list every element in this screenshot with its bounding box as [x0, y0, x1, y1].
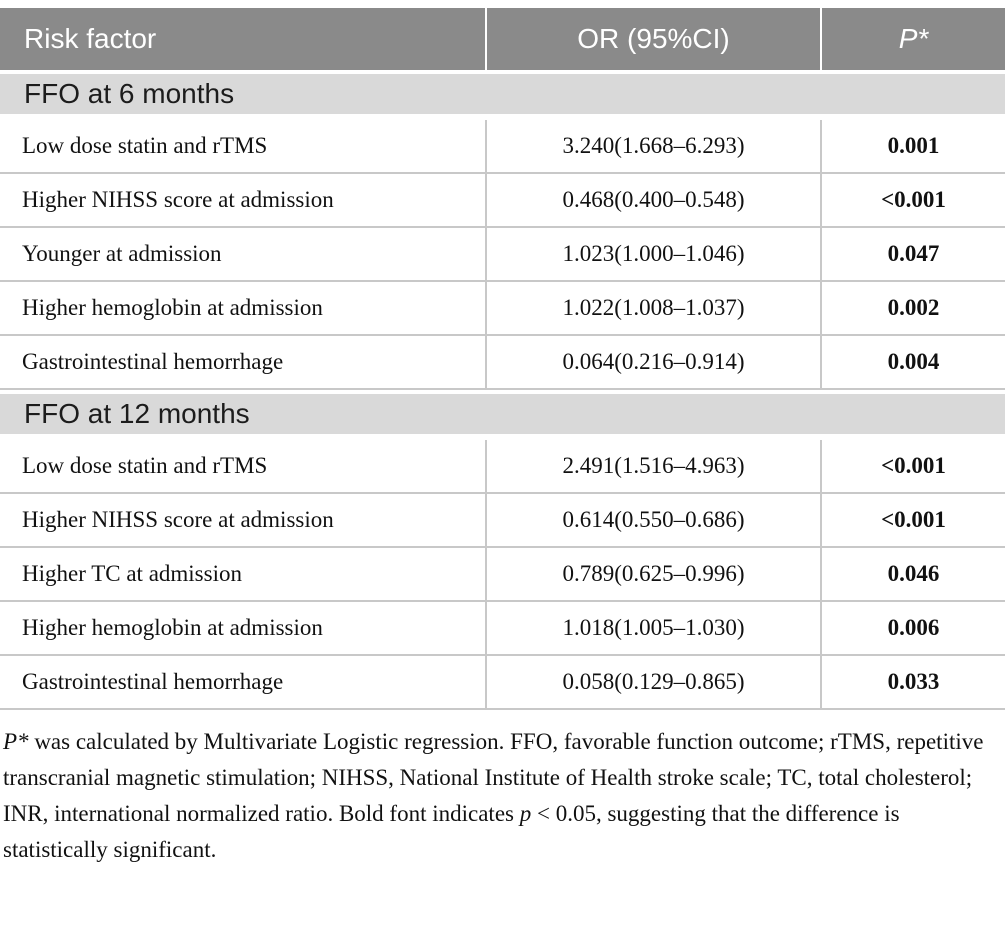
table-row: [0, 494, 1005, 548]
risk-factor-cell: Younger at admission: [0, 228, 485, 282]
or-ci-cell: 2.491(1.516–4.963): [485, 440, 820, 494]
table-footnote: [3, 724, 1002, 868]
table-row: [0, 120, 1005, 174]
p-value-cell: <0.001: [820, 174, 1005, 228]
table-row: [0, 602, 1005, 656]
p-value-cell: 0.033: [820, 656, 1005, 710]
table-row: [0, 440, 1005, 494]
or-ci-cell: 0.468(0.400–0.548): [485, 174, 820, 228]
footnote-body: was calculated by Multivariate Logistic regression. FFO, favorable function outcome; rTMS, repetitive transcranial magnetic stimulation; NIHSS, National Institute of Health stroke scale; TC, total cholesterol; INR, international normalized ratio. Bold font indicates: [3, 729, 984, 826]
risk-factor-table: [0, 8, 1005, 710]
or-ci-cell: 0.058(0.129–0.865): [485, 656, 820, 710]
or-ci-cell: 0.064(0.216–0.914): [485, 336, 820, 390]
footnote-p-star: P*: [3, 729, 29, 754]
risk-factor-cell: Higher NIHSS score at admission: [0, 494, 485, 548]
or-ci-cell: 1.018(1.005–1.030): [485, 602, 820, 656]
table-row: [0, 228, 1005, 282]
risk-factor-cell: Low dose statin and rTMS: [0, 120, 485, 174]
section-header-ffo-6-months: [0, 70, 1005, 120]
risk-factor-cell: Higher NIHSS score at admission: [0, 174, 485, 228]
column-header-or-ci: OR (95%CI): [485, 8, 820, 70]
risk-factor-cell: Gastrointestinal hemorrhage: [0, 656, 485, 710]
p-value-cell: 0.001: [820, 120, 1005, 174]
risk-factor-cell: Low dose statin and rTMS: [0, 440, 485, 494]
or-ci-cell: 0.789(0.625–0.996): [485, 548, 820, 602]
p-value-cell: 0.002: [820, 282, 1005, 336]
p-value-cell: <0.001: [820, 440, 1005, 494]
table-row: [0, 282, 1005, 336]
risk-factor-cell: Higher hemoglobin at admission: [0, 282, 485, 336]
p-value-cell: 0.047: [820, 228, 1005, 282]
p-value-cell: 0.046: [820, 548, 1005, 602]
table-row: [0, 656, 1005, 710]
or-ci-cell: 1.022(1.008–1.037): [485, 282, 820, 336]
risk-factor-cell: Higher TC at admission: [0, 548, 485, 602]
section-header-ffo-12-months: [0, 390, 1005, 440]
table-header-row: [0, 8, 1005, 70]
risk-factor-cell: Higher hemoglobin at admission: [0, 602, 485, 656]
or-ci-cell: 1.023(1.000–1.046): [485, 228, 820, 282]
section-title: FFO at 6 months: [0, 70, 1005, 120]
footnote-tail: < 0.05, suggesting that the difference is statistically significant.: [3, 801, 900, 862]
p-value-cell: 0.004: [820, 336, 1005, 390]
risk-factor-cell: Gastrointestinal hemorrhage: [0, 336, 485, 390]
table-row: [0, 548, 1005, 602]
or-ci-cell: 3.240(1.668–6.293): [485, 120, 820, 174]
column-header-p-value: P*: [820, 8, 1005, 70]
section-title: FFO at 12 months: [0, 390, 1005, 440]
table-row: [0, 174, 1005, 228]
footnote-p-italic: p: [519, 801, 532, 826]
column-header-risk-factor: Risk factor: [0, 8, 485, 70]
p-value-cell: 0.006: [820, 602, 1005, 656]
table-row: [0, 336, 1005, 390]
or-ci-cell: 0.614(0.550–0.686): [485, 494, 820, 548]
p-value-cell: <0.001: [820, 494, 1005, 548]
